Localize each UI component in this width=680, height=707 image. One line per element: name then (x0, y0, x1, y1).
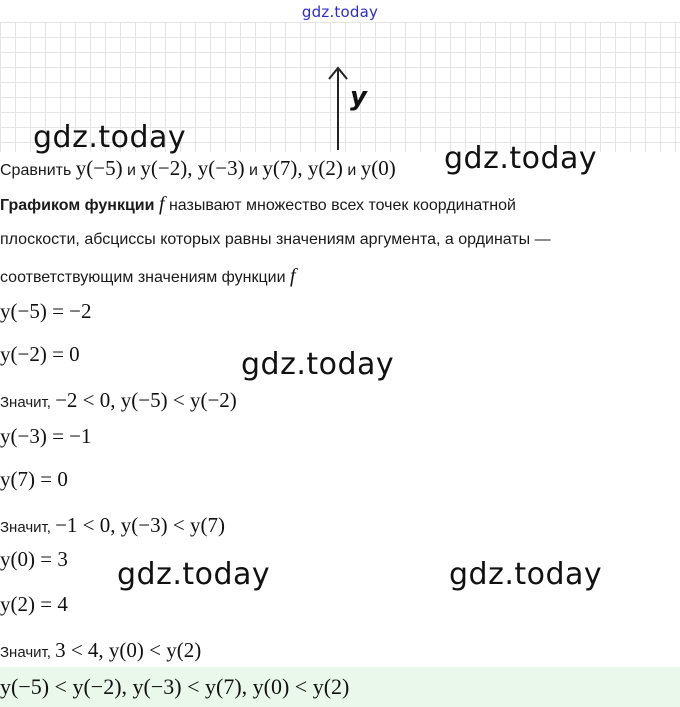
definition-text: называют множество всех точек координатной (164, 197, 516, 214)
definition-line-3 (0, 265, 296, 288)
conclusion-math: 3 < 4, y(0) < y(2) (55, 638, 202, 662)
y-axis-label: y (350, 82, 367, 112)
conclusion (0, 388, 237, 413)
task-math: y(−2), y(−3) (140, 156, 245, 180)
y-axis-line (337, 70, 339, 150)
conclusion-prefix: Значит, (0, 644, 56, 661)
conclusion-math: −2 < 0, y(−5) < y(−2) (55, 388, 237, 412)
watermark: gdz.today (449, 557, 603, 592)
definition-line-2: плоскости, абсциссы которых равны значениям аргумента, а ординаты — (0, 231, 551, 248)
task-text: и (122, 162, 141, 179)
task-text: Сравнить (0, 162, 76, 179)
equation: y(7) = 0 (0, 467, 68, 491)
task-text: и (342, 162, 361, 179)
function-symbol: f (289, 265, 296, 287)
equation: y(−2) = 0 (0, 342, 80, 366)
function-symbol: f (158, 193, 165, 215)
answer-box (0, 667, 680, 707)
task-math: y(0) (360, 156, 396, 180)
equation: y(−5) = −2 (0, 299, 92, 323)
conclusion (0, 513, 225, 538)
conclusion-prefix: Значит, (0, 519, 56, 536)
task-math: y(7), y(2) (262, 156, 343, 180)
answer-text: y(−5) < y(−2), y(−3) < y(7), y(0) < y(2) (0, 674, 350, 699)
conclusion-math: −1 < 0, y(−3) < y(7) (55, 513, 225, 537)
watermark: gdz.today (33, 120, 187, 155)
watermark: gdz.today (117, 557, 271, 592)
equation: y(2) = 4 (0, 592, 68, 616)
definition-text: соответствующим значениям функции (0, 269, 290, 286)
conclusion (0, 638, 201, 663)
task-math: y(−5) (75, 156, 123, 180)
watermark: gdz.today (444, 141, 598, 176)
definition-line-1 (0, 193, 516, 216)
definition-term: Графиком функции (0, 197, 155, 214)
equation: y(0) = 3 (0, 547, 68, 571)
equation: y(−3) = −1 (0, 424, 92, 448)
watermark: gdz.today (241, 347, 395, 382)
task-statement (0, 156, 396, 181)
conclusion-prefix: Значит, (0, 394, 56, 411)
task-text: и (244, 162, 263, 179)
site-link[interactable]: gdz.today (301, 3, 379, 21)
